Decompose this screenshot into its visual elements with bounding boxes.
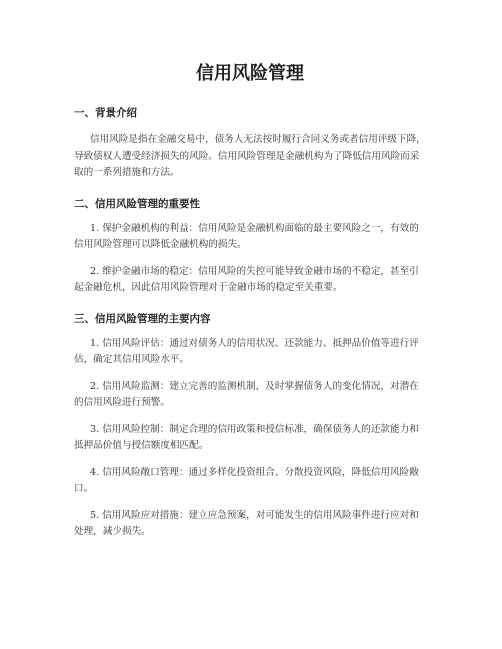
list-item: 3. 信用风险控制：制定合理的信用政策和授信标准，确保债务人的还款能力和抵押品价值与授信额度相匹配。	[74, 423, 419, 451]
section-heading-importance: 二、信用风险管理的重要性	[74, 197, 200, 210]
section-main-content	[74, 312, 426, 541]
section-heading-main-content: 三、信用风险管理的主要内容	[74, 312, 211, 325]
list-item: 4. 信用风险敞口管理：通过多样化投资组合、分散投资风险，降低信用风险敞口。	[74, 466, 419, 494]
list-item: 1. 信用风险评估：通过对债务人的信用状况、还款能力、抵押品价值等进行评估，确定其信用风险水平。	[74, 337, 419, 365]
section-heading-background: 一、背景介绍	[74, 107, 137, 119]
list-item: 5. 信用风险应对措施：建立应急预案，对可能发生的信用风险事件进行应对和处理，减少损失。	[74, 509, 419, 537]
section-importance	[74, 197, 426, 297]
importance-list	[74, 221, 426, 297]
list-item: 1. 保护金融机构的利益：信用风险是金融机构面临的最主要风险之一，有效的信用风险管理可以降低金融机构的损失。	[74, 222, 419, 250]
list-item: 2. 维护金融市场的稳定：信用风险的失控可能导致金融市场的不稳定，甚至引起金融危机，因此信用风险管理对于金融市场的稳定至关重要。	[74, 265, 419, 293]
list-item: 2. 信用风险监测：建立完善的监测机制，及时掌握债务人的变化情况，对潜在的信用风险进行预警。	[74, 380, 419, 408]
background-paragraph: 信用风险是指在金融交易中，债务人无法按时履行合同义务或者信用评级下降，导致债权人遭受经济损失的风险。信用风险管理是金融机构为了降低信用风险而采取的一系列措施和方法。	[74, 134, 426, 178]
section-background	[74, 106, 426, 182]
main-content-list	[74, 336, 426, 541]
document-title: 信用风险管理	[196, 63, 304, 84]
